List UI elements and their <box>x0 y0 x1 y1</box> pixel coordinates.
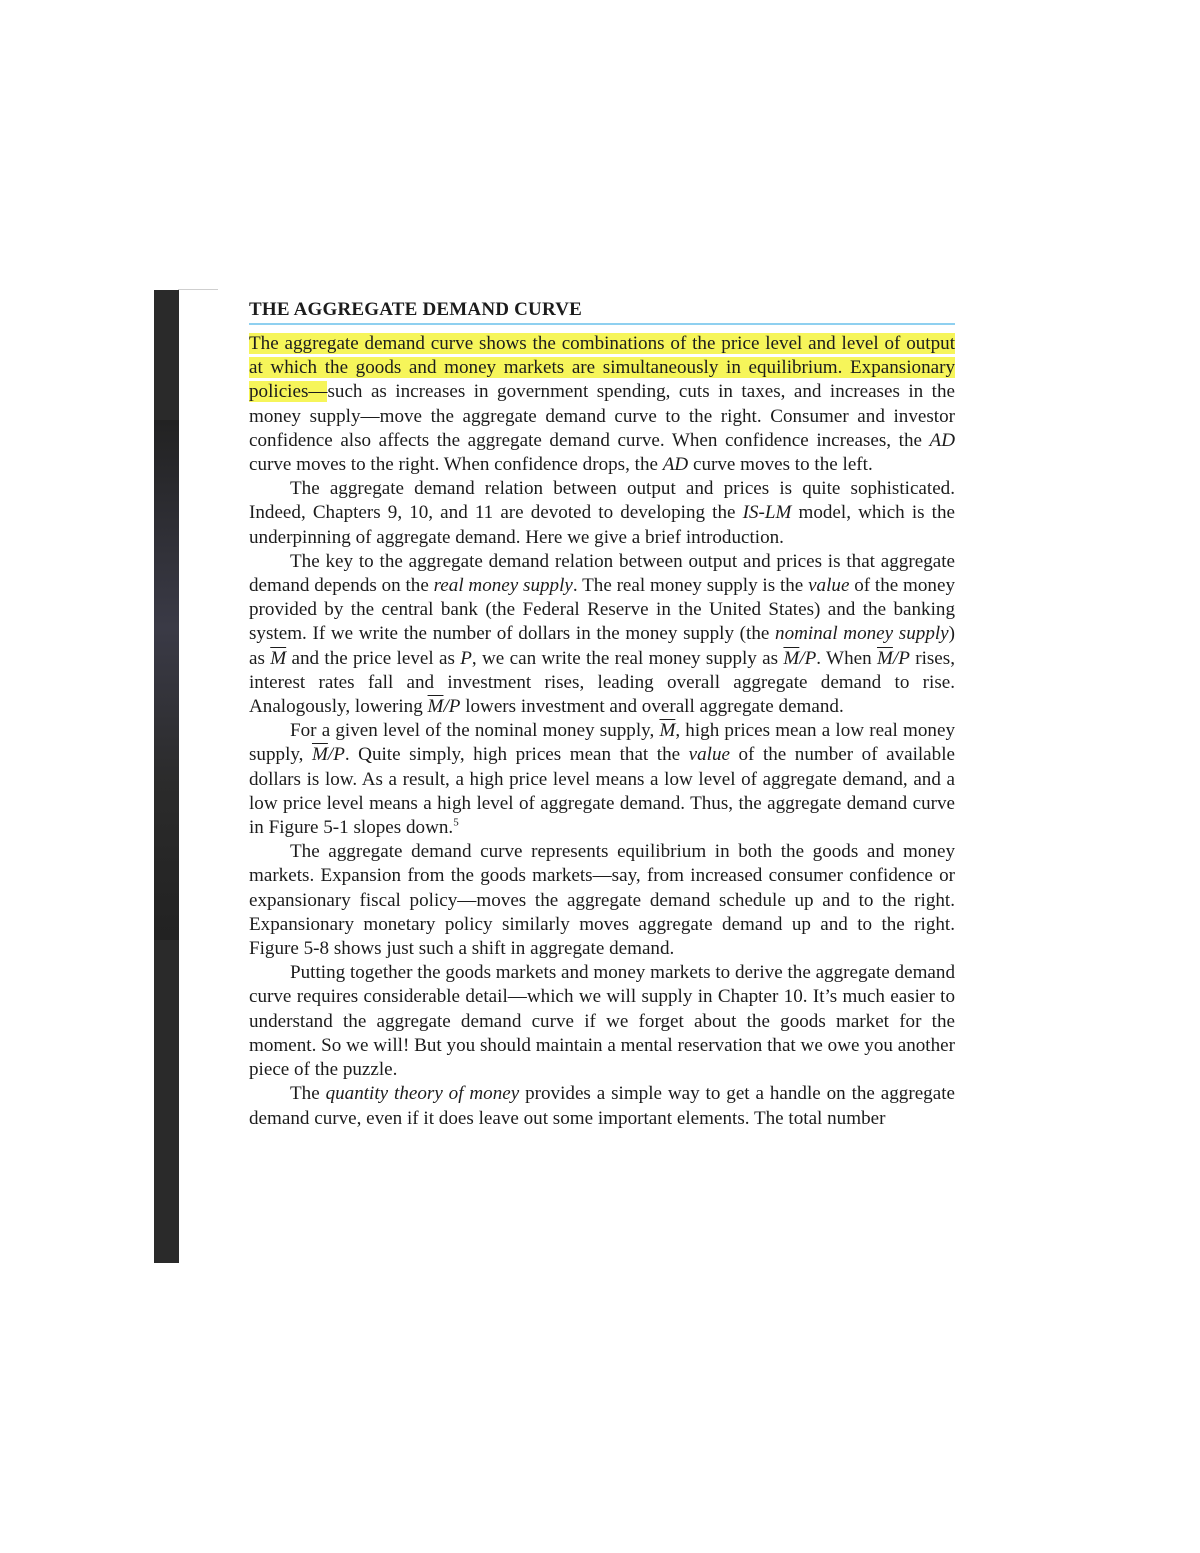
paragraph-7: The quantity theory of money provides a simple way to get a handle on the aggregate demand curve, even if it does leave out some important elements. The total number <box>249 1083 955 1129</box>
paragraph-3: The key to the aggregate demand relation between output and prices is that aggregate demand depends on the real money supply. The real money supply is the value of the money provided by the central bank (the Federal Reserve in the United States) and the banking system. If we write the number of dollars in the money supply (the nominal money supply) as $\overline{M}$ and the price level as P, we can write the real money supply as $\overline{M}/P$. When $\overline{M}/P$ rises, interest rates fall and investment rises, leading overall aggregate demand to rise. Analogously, lowering $\overline{M}/P$ lowers investment and overall aggregate demand. <box>249 550 956 718</box>
paragraph-1: The aggregate demand curve shows the combinations of the price level and level of output at which the goods and money markets are simultaneously in equilibrium. Expansionary policies—such as increases in government spending, cuts in taxes, and increases in the money supply—move the aggregate demand curve to the right. Consumer and investor confidence also affects the aggregate demand curve. When confidence increases, the AD curve moves to the right. When confidence drops, the AD curve moves to the left. <box>249 333 955 476</box>
book-spine-strip <box>154 290 179 1263</box>
footnote-marker[interactable]: 5 <box>453 816 459 829</box>
paragraph-6: Putting together the goods markets and money markets to derive the aggregate demand curve requires considerable detail—which we will supply in Chapter 10. It’s much easier to understand the aggregate demand curve if we forget about the goods market for the moment. So we will! But you should maintain a mental reservation that we owe you another piece of the puzzle. <box>249 962 955 1081</box>
paragraph-5: The aggregate demand curve represents equilibrium in both the goods and money markets. Expansion from the goods markets—say, from increased consumer confidence or expansionary fiscal policy—moves the aggregate demand schedule up and to the right. Expansionary monetary policy similarly moves aggregate demand up and to the right. Figure 5-8 shows just such a shift in aggregate demand. <box>249 841 955 960</box>
paragraph-4: For a given level of the nominal money supply, $\overline{M}$, high prices mean a low real money supply, $\overline{M}/P$. Quite simply, high prices mean that the value of the number of available dollars is low. As a result, a high price level means a low level of aggregate demand, and a low price level means a high level of aggregate demand. Thus, the aggregate demand curve in Figure 5-1 slopes down.$^5$ <box>249 720 955 839</box>
body-text <box>249 332 955 1131</box>
top-rule <box>178 289 218 290</box>
book-page <box>249 299 955 1131</box>
nominal-money-symbol: $\overline{M}$ <box>270 647 287 669</box>
paragraph-2: The aggregate demand relation between output and prices is quite sophisticated. Indeed, Chapters 9, 10, and 11 are devoted to developing the IS-LM model, which is the underpinning of aggregate demand. Here we give a brief introduction. <box>249 478 955 548</box>
highlighted-text[interactable]: The aggregate demand curve shows the combinations of the price level and level of output at which the goods and money markets are simultaneously in equilibrium. Expansionary policies— <box>249 333 955 403</box>
section-heading: THE AGGREGATE DEMAND CURVE <box>249 299 955 325</box>
